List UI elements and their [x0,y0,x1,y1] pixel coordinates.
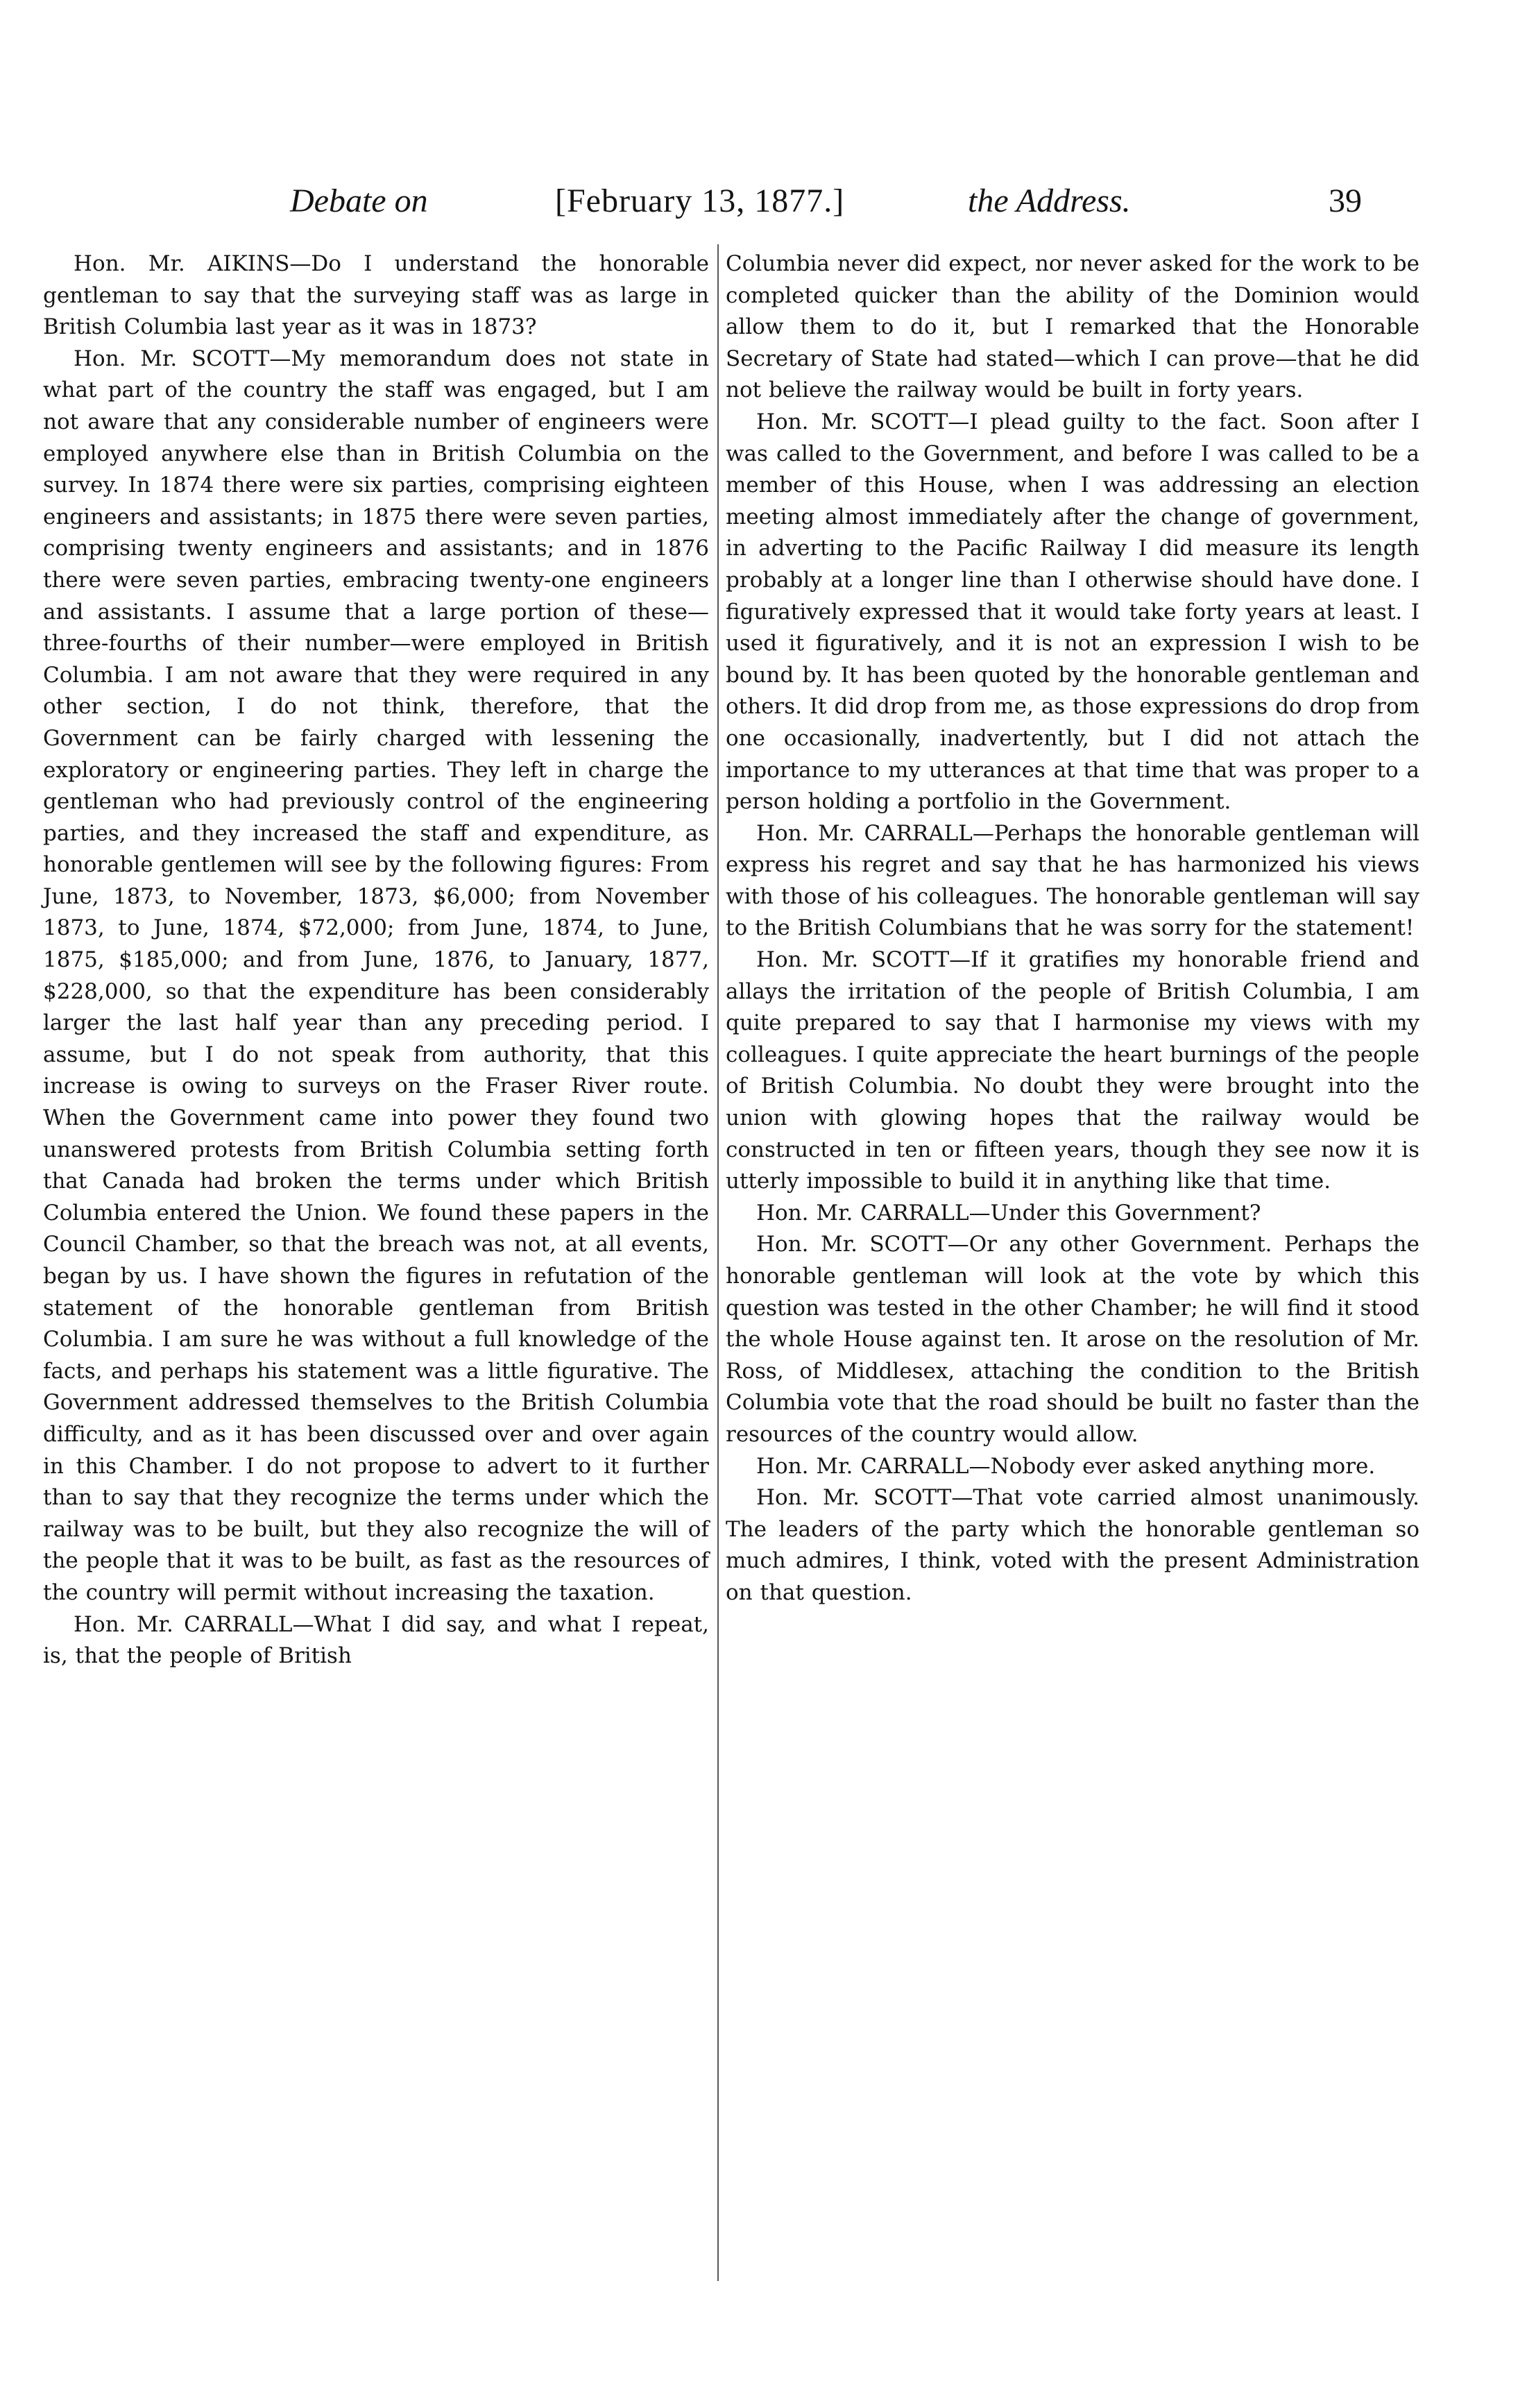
paragraph-scott-harmonise: Hon. Mr. SCOTT—If it gratifies my honorable friend and allays the irritation of the people of British Columbia, I am quite prepared to say that I harmonise my views with my colleagues. I quite appreciate the heart burnings of the people of British Columbia. No doubt they were brought into the union with glowing hopes that the railway would be constructed in ten or fifteen years, though they see now it is utterly impossible to build it in anything like that time. [726,947,1419,1194]
paragraph-scott-reply: Hon. Mr. SCOTT—My memorandum does not state in what part of the country the staff was engaged, but I am not aware that any considerable number of engineers were employed anywhere else than in British Columbia on the survey. In 1874 there were six parties, comprising eighteen engineers and assistants; in 1875 there were seven parties, comprising twenty engineers and assistants; and in 1876 there were seven parties, embracing twenty-one engineers and assistants. I assume that a large portion of these—three-fourths of their number—were employed in British Columbia. I am not aware that they were required in any other section, I do not think, therefore, that the Government can be fairly charged with lessening the exploratory or engineering parties. They left in charge the gentleman who had previously control of the engineering parties, and they increased the staff and expenditure, as honorable gentlemen will see by the following figures: From June, 1873, to November, 1873, $6,000; from November 1873, to June, 1874, $72,000; from June, 1874, to June, 1875, $185,000; and from June, 1876, to January, 1877, $228,000, so that the expenditure has been considerably larger the last half year than any preceding period. I assume, but I do not speak from authority, that this increase is owing to surveys on the Fraser River route. When the Government came into power they found two unanswered protests from British Columbia setting forth that Canada had broken the terms under which British Columbia entered the Union. We found these papers in the Council Chamber, so that the breach was not, at all events, began by us. I have shown the figures in refutation of the statement of the honorable gentleman from British Columbia. I am sure he was without a full knowledge of the facts, and perhaps his statement was a little figurative. The Government addressed themselves to the British Columbia difficulty, and as it has been discussed over and over again in this Chamber. I do not propose to advert to it further than to say that they recognize the terms under which the railway was to be built, but they also recognize the will of the people that it was to be built, as fast as the resources of the country will permit without increasing the taxation. [43,346,709,1605]
header-section-title: the Address. [968,183,1131,219]
page-number: 39 [1329,183,1362,219]
paragraph-carrall-question: Hon. Mr. CARRALL—Under this Government? [756,1200,1261,1226]
left-column [43,248,709,1672]
paragraph-scott-vote: Hon. Mr. SCOTT—Or any other Government. Perhaps the honorable gentleman will look at the vote by which this question was tested in the other Chamber; he will find it stood the whole House against ten. It arose on the resolution of Mr. Ross, of Middlesex, attaching the condition to the British Columbia vote that the road should be built no faster than the resources of the country would allow. [726,1232,1419,1447]
right-column [726,248,1419,1609]
paragraph-carrall-start: Hon. Mr. CARRALL—What I did say, and what I repeat, is, that the people of British [43,1611,709,1669]
header-date: [February 13, 1877.] [555,183,845,219]
paragraph-carrall-nobody: Hon. Mr. CARRALL—Nobody ever asked anything more. [756,1453,1376,1479]
paragraph-carrall-continued: Columbia never did expect, nor never asked for the work to be completed quicker than the ability of the Dominion would allow them to do it, but I remarked that the Honorable Secretary of State had stated—which I can prove—that he did not believe the railway would be built in forty years. [726,251,1419,403]
column-divider [717,244,719,2281]
paragraph-carrall-regret: Hon. Mr. CARRALL—Perhaps the honorable gentleman will express his regret and say that he has harmonized his views with those of his colleagues. The honorable gentleman will say to the British Columbians that he was sorry for the statement! [726,820,1419,941]
paragraph-scott-unanimous: Hon. Mr. SCOTT—That vote carried almost unanimously. The leaders of the party which the honorable gentleman so much admires, I think, voted with the present Administration on that question. [726,1485,1419,1605]
header-debate-title: Debate on [290,183,428,219]
paragraph-scott-plead-guilty: Hon. Mr. SCOTT—I plead guilty to the fact. Soon after I was called to the Government, and before I was called to be a member of this House, when I was addressing an election meeting almost immediately after the change of government, in adverting to the Pacific Railway I did measure its length probably at a longer line than I otherwise should have done. I figuratively expressed that it would take forty years at least. I used it figuratively, and it is not an expression I wish to be bound by. It has been quoted by the honorable gentleman and others. It did drop from me, as those expressions do drop from one occasionally, inadvertently, but I did not attach the importance to my utterances at that time that was proper to a person holding a portfolio in the Government. [726,409,1419,815]
paragraph-aikins-question: Hon. Mr. AIKINS—Do I understand the honorable gentleman to say that the surveying staff was as large in British Columbia last year as it was in 1873? [43,251,709,340]
running-header [0,182,1536,223]
